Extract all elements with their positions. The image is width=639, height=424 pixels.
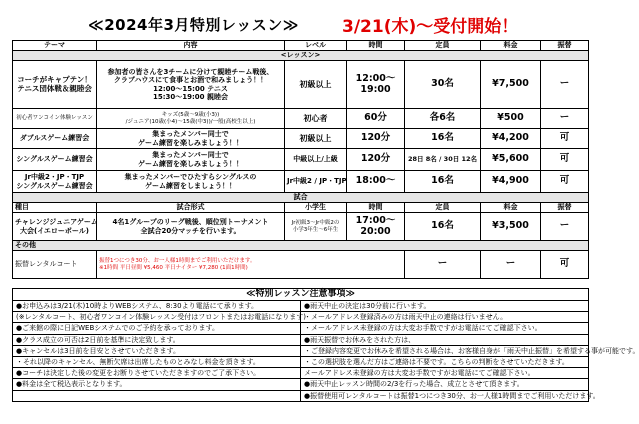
note-right: メールアドレス未登録の方は大変お手数ですがお電話にてご確認下さい。 — [301, 368, 589, 379]
match-col-format: 試合形式 — [97, 203, 285, 213]
lesson-time: 120分 — [347, 129, 405, 149]
match-content: 4名1グループのリーグ戦後、順位別トーナメント — [112, 218, 269, 227]
col-time: 時間 — [347, 41, 405, 51]
note-right: ●雨天中止レッスン時間の2/3を行った場合、成立とさせて頂きます。 — [301, 379, 589, 390]
section-label: 試合 — [13, 193, 589, 203]
lesson-content: /ジュニア(10歳(小4)～15歳(中3))/一般(高校生以上) — [125, 118, 256, 125]
section-band-match — [13, 193, 589, 203]
col-content: 内容 — [97, 41, 285, 51]
note-right: ●雨天振替でお休みをされた方は、 — [301, 334, 589, 345]
lesson-content: 参加者の皆さんを3チームに分けて親睦チーム戦後、 — [107, 68, 274, 77]
other-theme: 振替レンタルコート — [13, 251, 97, 279]
lesson-level: Jr中級2 / JP・TJP — [285, 171, 347, 193]
note-row — [13, 390, 589, 401]
lesson-time: 120分 — [347, 149, 405, 171]
match-transfer: ー — [541, 213, 589, 241]
note-right: ・メールアドレス未登録の方は大変お手数ですがお電話にてご確認下さい。 — [301, 323, 589, 334]
lesson-content: ゲーム練習を楽しみましょう！！ — [138, 159, 243, 168]
match-level: 小学3年生～6年生 — [292, 226, 339, 233]
note-row — [13, 356, 589, 367]
lesson-content: クラブハウスにて食事とお酒で和みましょう！！ — [113, 76, 268, 85]
match-time: 17:00～20:00 — [347, 213, 405, 241]
lesson-theme: シングルスゲーム練習会 — [16, 181, 93, 190]
col-fee: 料金 — [481, 41, 541, 51]
lesson-fee: ¥5,600 — [481, 149, 541, 171]
table-row — [13, 213, 589, 241]
lesson-content: 集まったメンバー同士で — [152, 130, 229, 139]
section-band-other — [13, 241, 589, 251]
table-row — [13, 171, 589, 193]
note-row — [13, 312, 589, 323]
page-title: ≪2024年3月特別レッスン≫ — [88, 16, 299, 34]
match-col-time: 時間 — [347, 203, 405, 213]
lesson-capacity: 各6名 — [405, 109, 481, 129]
match-col-event: 種目 — [13, 203, 97, 213]
match-col-transfer: 振替 — [541, 203, 589, 213]
lesson-theme: コーチがキャプテン！ — [17, 74, 92, 84]
note-right: ・メールアドレス登録済みの方は雨天中止の連絡は行いません。 — [301, 312, 589, 323]
note-left: ●コーチは決定した後の変更をお断りさせていただきますのでご了承下さい。 — [13, 368, 301, 379]
lesson-time: 60分 — [347, 109, 405, 129]
note-row — [13, 323, 589, 334]
other-content: 振替1つにつき30分、お一人様1時間までご利用いただけます。 — [99, 258, 256, 265]
match-level: Jr初級3～Jr中級2の — [291, 220, 340, 227]
section-band-lesson — [13, 51, 589, 61]
lesson-fee: ¥7,500 — [481, 61, 541, 109]
note-right: ・ご登録内容変更でお休みを希望される場合は、お客様自身が「雨天中止振替」を希望する事が可能です。 — [301, 345, 589, 356]
lesson-theme: Jr中級2・JP・TJP — [24, 173, 85, 182]
lesson-theme: 初心者ワンコイン体験レッスン — [13, 109, 97, 129]
registration-open-date: 3/21(木)～受付開始！ — [342, 17, 519, 37]
table-row — [13, 109, 589, 129]
lesson-content: 集まったメンバー同士で — [152, 151, 229, 160]
lesson-content: 集まったメンバーでひたすらシングルスの — [124, 173, 257, 182]
match-content: 全試合20分マッチを行います。 — [140, 226, 241, 235]
note-left: (※レンタルコート、初心者ワンコイン体験レッスン受付はフロントまたはお電話になります) — [13, 312, 301, 323]
table-row — [13, 61, 589, 109]
note-row — [13, 368, 589, 379]
match-fee: ¥3,500 — [481, 213, 541, 241]
note-row — [13, 301, 589, 312]
lesson-fee: ¥4,200 — [481, 129, 541, 149]
lesson-transfer: 可 — [541, 171, 589, 193]
lesson-theme: テニス団体戦＆親睦会 — [17, 83, 92, 93]
table-row — [13, 129, 589, 149]
lesson-schedule-table — [12, 40, 589, 279]
lesson-theme: シングルスゲーム練習会 — [13, 149, 97, 171]
match-theme: チャレンジジュニアゲーム — [15, 218, 98, 227]
lesson-fee: ¥4,900 — [481, 171, 541, 193]
note-left: ●料金は全て税込表示となります。 — [13, 379, 301, 390]
lesson-time: 12:00～19:00 — [347, 61, 405, 109]
other-fee: ー — [481, 251, 541, 279]
table-row — [13, 251, 589, 279]
lesson-content: 12:00～15:00 テニス — [153, 84, 228, 93]
note-left: ●ご来館の際に日記WEBシステムでのご予約を承っております。 — [13, 323, 301, 334]
col-capacity: 定員 — [405, 41, 481, 51]
section-label: <レッスン> — [13, 51, 589, 61]
lesson-transfer: 可 — [541, 149, 589, 171]
lesson-transfer: 可 — [541, 129, 589, 149]
match-capacity: 16名 — [405, 213, 481, 241]
lesson-content: ゲーム練習をしましょう！！ — [145, 181, 236, 190]
page-header — [0, 14, 600, 36]
lesson-fee: ¥500 — [481, 109, 541, 129]
note-row — [13, 379, 589, 390]
lesson-level: 初級以上 — [285, 129, 347, 149]
lesson-content: ゲーム練習を楽しみましょう！！ — [138, 138, 243, 147]
lesson-theme: ダブルスゲーム練習会 — [13, 129, 97, 149]
table-row — [13, 149, 589, 171]
other-capacity: ー — [405, 251, 481, 279]
note-row — [13, 334, 589, 345]
match-col-capacity: 定員 — [405, 203, 481, 213]
match-theme: 大会(イエローボール) — [20, 226, 89, 235]
match-header-row — [13, 203, 589, 213]
lesson-content: 15:30～19:00 親睦会 — [152, 92, 228, 101]
note-left: ・それ以降のキャンセル、無断欠席は出席したものとみなし料金を頂きます。 — [13, 356, 301, 367]
notes-table — [12, 288, 639, 402]
col-theme: テーマ — [13, 41, 97, 51]
other-content: ※1時間 平日昼間 ¥5,460 平日ナイター ¥7,280 (1面1時間) — [99, 264, 248, 271]
note-row — [13, 345, 589, 356]
note-left: ●お申込みは3/21(木)10時よりWEBシステム、8:30より電話にて承ります。 — [13, 301, 301, 312]
note-left: ●クラス成立の可否は2日前を基準に決定致します。 — [13, 334, 301, 345]
lesson-level: 初心者 — [285, 109, 347, 129]
lesson-capacity: 30名 — [405, 61, 481, 109]
lesson-capacity: 16名 — [405, 129, 481, 149]
col-transfer: 振替 — [541, 41, 589, 51]
table-header-row — [13, 41, 589, 51]
lesson-capacity: 16名 — [405, 171, 481, 193]
match-col-fee: 料金 — [481, 203, 541, 213]
lesson-level: 中級以上/上級 — [285, 149, 347, 171]
lesson-content: キッズ(5歳～9歳(小3)) — [161, 112, 220, 119]
note-right: ●雨天中止の決定は30分前に行います。 — [301, 301, 589, 312]
note-left: ●キャンセルは3日前を目安とさせていただきます。 — [13, 345, 301, 356]
note-right: ●振替使用可レンタルコートは振替1つにつき30分、お一人様1時間までご利用いただけます。 — [301, 390, 589, 401]
lesson-time: 18:00～ — [347, 171, 405, 193]
section-label: その他 — [13, 241, 589, 251]
match-col-elementary: 小学生 — [285, 203, 347, 213]
note-right: ・この選択肢を選んだ方はご連絡は不要です。こちらの判断をさせていただきます。 — [301, 356, 589, 367]
lesson-transfer: ー — [541, 61, 589, 109]
notes-title: ≪特別レッスン注意事項≫ — [13, 289, 589, 301]
other-transfer: 可 — [541, 251, 589, 279]
lesson-transfer: ー — [541, 109, 589, 129]
lesson-level: 初級以上 — [285, 61, 347, 109]
lesson-capacity: 28日 8名 / 30日 12名 — [405, 149, 481, 171]
col-level: レベル — [285, 41, 347, 51]
